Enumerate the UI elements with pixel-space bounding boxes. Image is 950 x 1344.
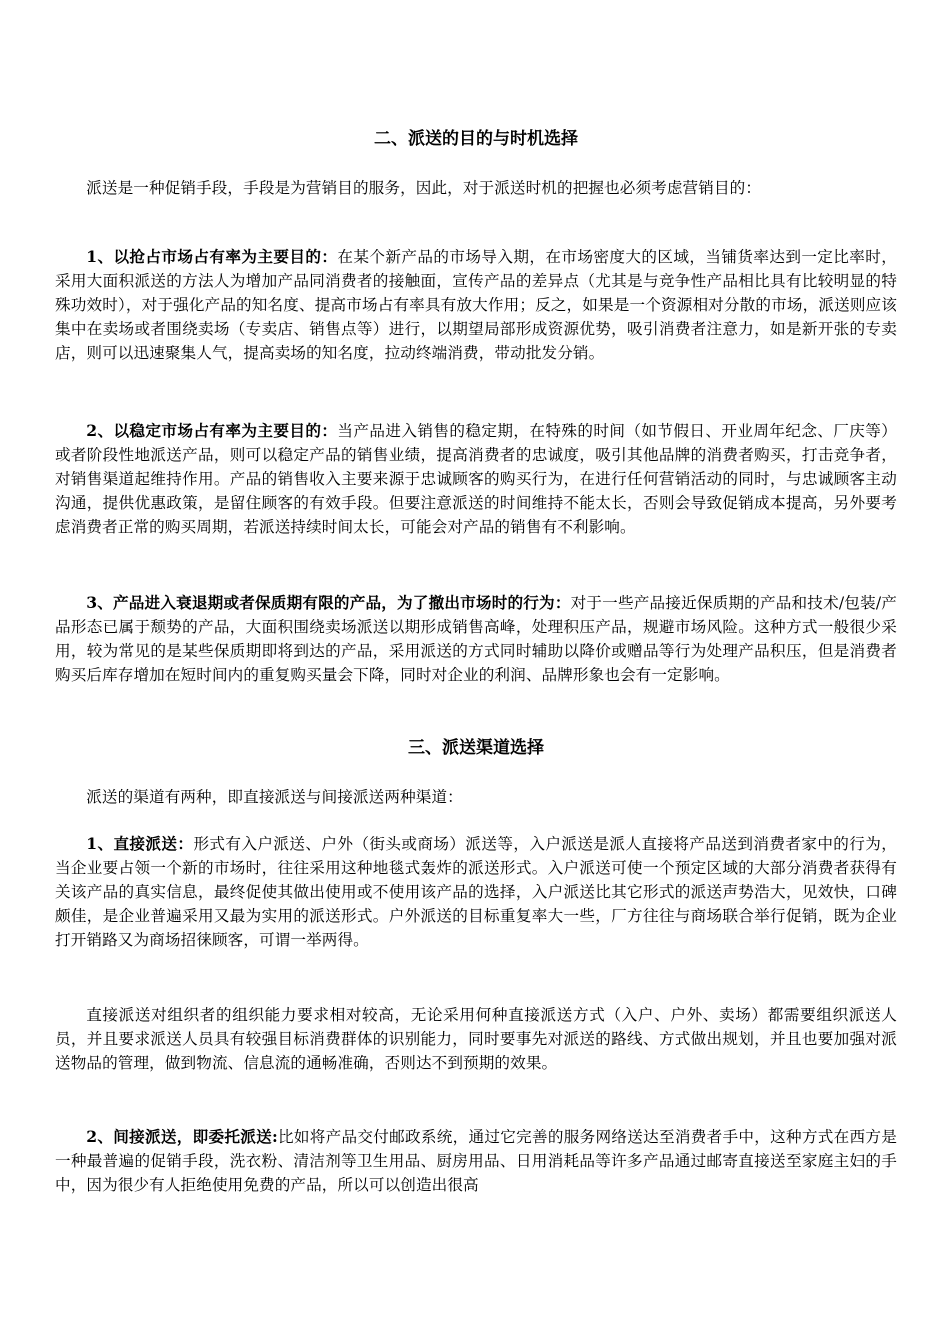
- section-two-item-3: [55, 591, 897, 687]
- section-three-intro: 派送的渠道有两种，即直接派送与间接派送两种渠道：: [86, 788, 463, 806]
- item-lead: 2、以稳定市场占有率为主要目的：: [86, 421, 338, 440]
- section-three-item-2: [55, 1125, 897, 1197]
- section-two-item-2: [55, 419, 897, 539]
- section-two-item-1: [55, 245, 897, 365]
- section-three-heading: 三、派送渠道选择: [408, 738, 544, 758]
- item-text: 形式有入户派送、户外（街头或商场）派送等，入户派送是派人直接将产品送到消费者家中的行为，当企业要占领一个新的市场时，往往采用这种地毯式轰炸的派送形式。入户派送可使一个预定区域的大部分消费者获得有关该产品的真实信息，最终促使其做出使用或不使用该产品的选择，入户派送比其它形式的派送声势浩大，见效快，口碑颇佳，是企业普遍采用又最为实用的派送形式。户外派送的目标重复率大一些，厂方往往与商场联合举行促销，既为企业打开销路又为商场招徕顾客，可谓一举两得。: [55, 835, 897, 949]
- section-three-item-1: [55, 832, 897, 952]
- section-two-intro: 派送是一种促销手段，手段是为营销目的服务，因此，对于派送时机的把握也必须考虑营销目的：: [86, 179, 762, 197]
- item-text: 比如将产品交付邮政系统，通过它完善的服务网络送达至消费者手中，这种方式在西方是一种最普遍的促销手段，洗衣粉、清洁剂等卫生用品、厨房用品、日用消耗品等许多产品通过邮寄直接送至家庭主妇的手中，因为很少有人拒绝使用免费的产品，所以可以创造出很高: [55, 1128, 897, 1194]
- section-three-note: 直接派送对组织者的组织能力要求相对较高，无论采用何种直接派送方式（入户、户外、卖场）都需要组织派送人员，并且要求派送人员具有较强目标消费群体的识别能力，同时要事先对派送的路线、方式做出规划，并且也要加强对派送物品的管理，做到物流、信息流的通畅准确，否则达不到预期的效果。: [55, 1006, 897, 1072]
- item-lead: 3、产品进入衰退期或者保质期有限的产品，为了撤出市场时的行为：: [86, 593, 571, 612]
- item-text: 当产品进入销售的稳定期，在特殊的时间（如节假日、开业周年纪念、厂庆等）或者阶段性地派送产品，则可以稳定产品的销售业绩，提高消费者的忠诚度，吸引其他品牌的消费者购买，打击竞争者，对销售渠道起维持作用。产品的销售收入主要来源于忠诚顾客的购买行为，在进行任何营销活动的同时，与忠诚顾客主动沟通，提供优惠政策，是留住顾客的有效手段。但要注意派送的时间维持不能太长，否则会导致促销成本提高，另外要考虑消费者正常的购买周期，若派送持续时间太长，可能会对产品的销售有不利影响。: [55, 422, 897, 536]
- item-text: 在某个新产品的市场导入期，在市场密度大的区域，当铺货率达到一定比率时，采用大面积派送的方法人为增加产品同消费者的接触面，宣传产品的差异点（尤其是与竞争性产品相比具有比较明显的特殊功效时），对于强化产品的知名度、提高市场占有率具有放大作用；反之，如果是一个资源相对分散的市场，派送则应该集中在卖场或者围绕卖场（专卖店、销售点等）进行，以期望局部形成资源优势，吸引消费者注意力，如是新开张的专卖店，则可以迅速聚集人气，提高卖场的知名度，拉动终端消费，带动批发分销。: [55, 248, 897, 362]
- item-lead: 1、以抢占市场占有率为主要目的：: [86, 247, 338, 266]
- item-text: 对于一些产品接近保质期的产品和技术/包装/产品形态已属于颓势的产品，大面积围绕卖场派送以期形成销售高峰，处理积压产品，规避市场风险。这种方式一般很少采用，较为常见的是某些保质期即将到达的产品，采用派送的方式同时辅助以降价或赠品等行为处理产品积压，但是消费者购买后库存增加在短时间内的重复购买量会下降，同时对企业的利润、品牌形象也会有一定影响。: [55, 594, 897, 684]
- item-lead: 1、直接派送：: [86, 834, 194, 853]
- section-two-heading: 二、派送的目的与时机选择: [374, 129, 578, 149]
- item-lead: 2、间接派送，即委托派送:: [86, 1127, 278, 1146]
